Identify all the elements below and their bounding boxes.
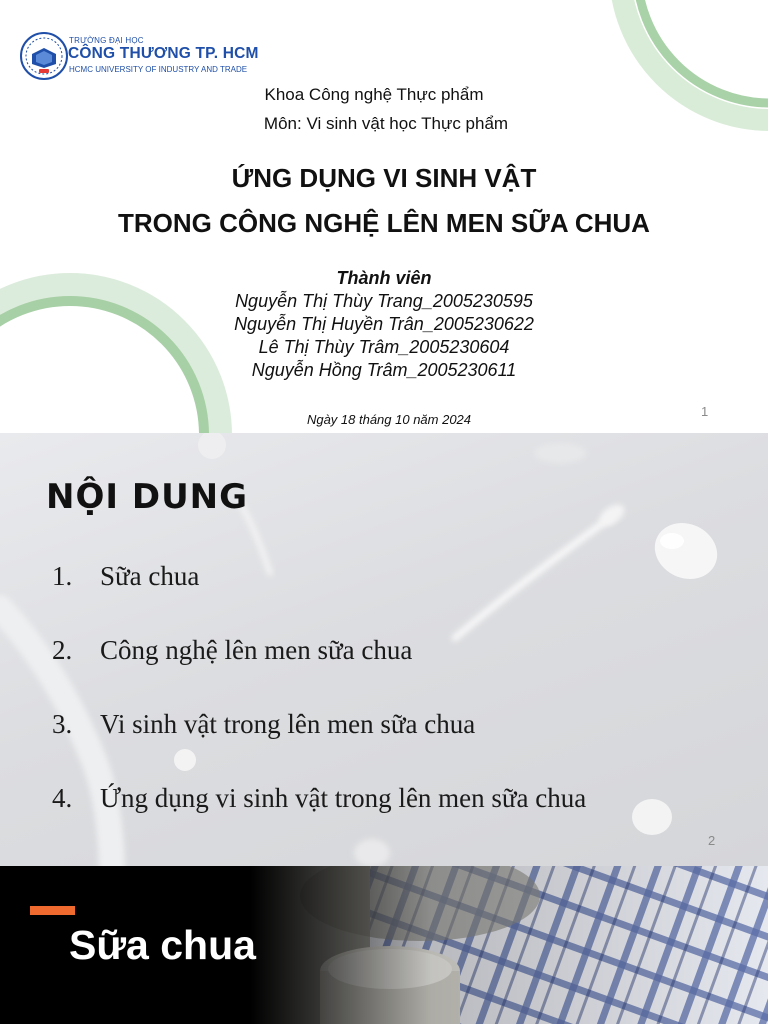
logo-line-2: CÔNG THƯƠNG TP. HCM [68,45,259,62]
contents-item [52,635,586,709]
item-label: Công nghệ lên men sữa chua [100,635,413,665]
yogurt-photo [250,866,768,1024]
item-number: 4. [52,783,73,813]
contents-list [52,561,586,857]
slide-1 [0,0,768,433]
logo-line-1: TRƯỜNG ĐẠI HỌC [69,36,144,45]
university-emblem-icon [20,32,68,80]
contents-item [52,709,586,783]
members-heading: Thành viên [336,268,432,288]
presentation-date: Ngày 18 tháng 10 năm 2024 [306,412,472,427]
member-item: Nguyễn Thị Thùy Trang_2005230595 [235,291,533,311]
item-label: Vi sinh vật trong lên men sữa chua [100,709,476,739]
accent-bar [30,906,75,915]
presentation-title [0,156,768,246]
title-line-1: ỨNG DỤNG VI SINH VẬT [231,163,537,193]
members-block [0,267,768,382]
course-name: Môn: Vi sinh vật học Thực phẩm [263,114,509,133]
item-label: Sữa chua [100,561,200,591]
member-item: Nguyễn Hồng Trâm_2005230611 [251,360,517,380]
slide-3 [0,866,768,1024]
contents-heading: NỘI DUNG [46,477,249,517]
item-number: 2. [52,635,73,665]
member-item: Nguyễn Thị Huyền Trân_2005230622 [234,314,534,334]
section-title: Sữa chua [69,922,256,968]
university-logo [20,32,260,80]
contents-item [52,783,586,857]
item-number: 1. [52,561,73,591]
faculty-name: Khoa Công nghệ Thực phẩm [264,85,484,104]
slide-2 [0,433,768,866]
logo-line-3: HCMC UNIVERSITY OF INDUSTRY AND TRADE [69,65,248,74]
item-number: 3. [52,709,73,739]
page-number: 1 [701,404,709,419]
member-item: Lê Thị Thùy Trâm_2005230604 [258,337,510,357]
item-label: Ứng dụng vi sinh vật trong lên men sữa chua [100,783,587,813]
page-number: 2 [708,833,716,848]
title-line-2: TRONG CÔNG NGHỆ LÊN MEN SỮA CHUA [118,208,650,238]
contents-item [52,561,586,635]
